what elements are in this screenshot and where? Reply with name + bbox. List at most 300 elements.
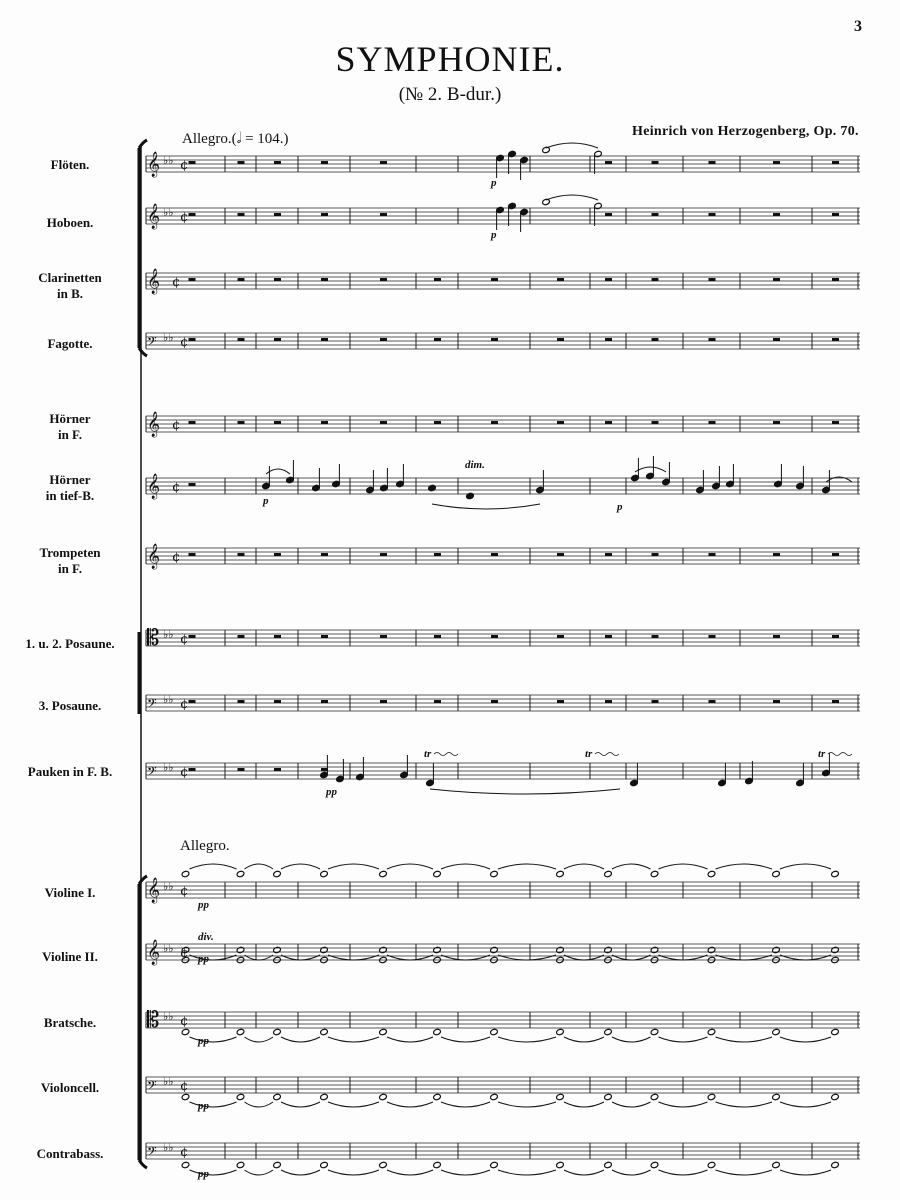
whole-rest: [238, 635, 245, 638]
instrument-label-line2: in tief-B.: [45, 488, 95, 503]
whole-rest: [238, 421, 245, 424]
instrument-label-line1: 1. u. 2. Posaune.: [25, 636, 115, 651]
key-signature-flats: ♭♭: [163, 1075, 174, 1088]
time-signature-cut: ¢: [180, 335, 189, 350]
whole-rest: [189, 421, 196, 424]
instrument-label-line1: Fagotte.: [47, 336, 93, 351]
note-head: [320, 946, 329, 953]
note-head: [433, 1028, 442, 1035]
whole-rest: [238, 700, 245, 703]
whole-rest: [274, 768, 281, 771]
tie: [441, 864, 490, 869]
tie: [498, 1170, 556, 1175]
tie: [387, 864, 433, 869]
note-head: [772, 1093, 781, 1100]
whole-rest: [274, 213, 281, 216]
note-head: [604, 1093, 613, 1100]
woodwind-bracket: [139, 140, 147, 356]
alto-clef-icon: 𝄡: [147, 626, 160, 651]
treble-clef-icon: 𝄞: [147, 878, 161, 903]
tie: [564, 864, 604, 869]
whole-rest: [652, 421, 659, 424]
tie: [441, 1170, 490, 1175]
dynamic-pianissimo: pp: [198, 1100, 209, 1112]
instrument-label-line1: Trompeten: [39, 545, 101, 560]
whole-rest: [274, 553, 281, 556]
whole-rest: [189, 338, 196, 341]
whole-rest: [773, 635, 780, 638]
note-head: [707, 1161, 716, 1168]
whole-rest: [274, 278, 281, 281]
whole-rest: [832, 213, 839, 216]
tie: [281, 1170, 320, 1175]
note-head: [273, 870, 282, 877]
key-signature-flats: ♭♭: [163, 1010, 174, 1023]
whole-rest: [773, 278, 780, 281]
whole-rest: [605, 635, 612, 638]
note-head: [831, 1028, 840, 1035]
tie: [564, 1170, 604, 1175]
note-head: [556, 1093, 565, 1100]
note-head: [433, 946, 442, 953]
note-head: [707, 870, 716, 877]
whole-rest: [773, 161, 780, 164]
whole-rest: [491, 700, 498, 703]
whole-rest: [652, 338, 659, 341]
treble-clef-icon: 𝄞: [147, 204, 161, 229]
tie: [441, 1037, 490, 1042]
dynamic-diminuendo: dim.: [465, 459, 485, 471]
note-head: [772, 1161, 781, 1168]
note-head: [490, 870, 499, 877]
whole-rest: [380, 338, 387, 341]
whole-rest: [238, 768, 245, 771]
key-signature-flats: ♭♭: [163, 693, 174, 706]
instrument-label-line1: Violoncell.: [40, 1080, 100, 1095]
time-signature-cut: ¢: [172, 480, 181, 495]
whole-rest: [773, 700, 780, 703]
key-signature-flats: ♭♭: [163, 206, 174, 219]
note-head: [556, 870, 565, 877]
dynamic-pianissimo: pp: [198, 953, 209, 965]
trill-mark: tr: [818, 748, 826, 760]
tie: [281, 1102, 320, 1107]
bass-clef-icon: 𝄢: [147, 1078, 157, 1096]
note-head: [433, 1161, 442, 1168]
whole-rest: [274, 161, 281, 164]
dynamic-piano: p: [491, 177, 497, 189]
tie: [281, 864, 320, 869]
whole-rest: [605, 700, 612, 703]
whole-rest: [321, 635, 328, 638]
whole-rest: [189, 700, 196, 703]
dynamic-piano: p: [263, 495, 269, 507]
whole-rest: [380, 635, 387, 638]
whole-rest: [832, 421, 839, 424]
instrument-label-line1: Violine II.: [42, 949, 98, 964]
whole-rest: [491, 421, 498, 424]
tie: [716, 1170, 773, 1175]
whole-rest: [189, 553, 196, 556]
instrument-label-line1: Pauken in F. B.: [27, 764, 113, 779]
whole-rest: [274, 635, 281, 638]
note-head: [831, 1161, 840, 1168]
tie: [635, 467, 666, 472]
tie: [190, 864, 237, 869]
instrument-label-line1: Violine I.: [44, 885, 96, 900]
whole-rest: [709, 278, 716, 281]
whole-rest: [773, 421, 780, 424]
whole-rest: [605, 553, 612, 556]
instrument-label-line1: Hörner: [49, 411, 91, 426]
whole-rest: [557, 635, 564, 638]
note-head: [772, 870, 781, 877]
whole-rest: [832, 700, 839, 703]
key-signature-flats: ♭♭: [163, 880, 174, 893]
whole-rest: [189, 768, 196, 771]
key-signature-flats: ♭♭: [163, 1141, 174, 1154]
treble-clef-icon: 𝄞: [147, 940, 161, 965]
note-head: [707, 1028, 716, 1035]
note-head: [707, 946, 716, 953]
trill-wavy-line: [434, 753, 458, 756]
tie: [245, 1102, 274, 1107]
dynamic-piano: p: [491, 229, 497, 241]
key-signature-flats: ♭♭: [163, 154, 174, 167]
tie: [546, 143, 598, 148]
whole-rest: [380, 700, 387, 703]
instrument-label-line1: Contrabass.: [36, 1146, 104, 1161]
whole-rest: [709, 338, 716, 341]
whole-rest: [274, 338, 281, 341]
tie: [387, 1037, 433, 1042]
note-head: [650, 1093, 659, 1100]
tie: [546, 195, 598, 200]
whole-rest: [605, 161, 612, 164]
note-head: [181, 1028, 190, 1035]
whole-rest: [491, 338, 498, 341]
whole-rest: [709, 421, 716, 424]
tie: [659, 1037, 708, 1042]
note-head: [273, 946, 282, 953]
instrument-label-line1: Flöten.: [50, 157, 90, 172]
whole-rest: [709, 213, 716, 216]
whole-rest: [773, 553, 780, 556]
whole-rest: [321, 213, 328, 216]
bass-clef-icon: 𝄢: [147, 696, 157, 714]
tie: [612, 1037, 651, 1042]
tie: [328, 1170, 379, 1175]
tie: [328, 1037, 379, 1042]
whole-rest: [189, 161, 196, 164]
tie: [245, 1170, 274, 1175]
dynamic-piano: p: [617, 501, 623, 513]
page-subtitle: (№ 2. B-dur.): [398, 84, 502, 105]
tie: [498, 1037, 556, 1042]
whole-rest: [434, 635, 441, 638]
page-number: 3: [854, 18, 862, 35]
instrument-label-line1: Bratsche.: [43, 1015, 97, 1030]
whole-rest: [321, 161, 328, 164]
tie: [659, 1170, 708, 1175]
tempo-marking-winds: Allegro.(𝅗𝅥 = 104.): [182, 131, 289, 147]
whole-rest: [434, 700, 441, 703]
note-head: [320, 1093, 329, 1100]
note-head: [772, 1028, 781, 1035]
tie: [190, 1037, 237, 1042]
whole-rest: [709, 700, 716, 703]
instrument-label-line1: 3. Posaune.: [38, 698, 102, 713]
time-signature-cut: ¢: [172, 418, 181, 433]
whole-rest: [773, 213, 780, 216]
time-signature-cut: ¢: [180, 632, 189, 647]
note-head: [379, 946, 388, 953]
note-head: [490, 1161, 499, 1168]
whole-rest: [557, 700, 564, 703]
whole-rest: [832, 161, 839, 164]
whole-rest: [652, 278, 659, 281]
bass-clef-icon: 𝄢: [147, 764, 157, 782]
whole-rest: [434, 338, 441, 341]
note-head: [181, 1093, 190, 1100]
note-head: [379, 1161, 388, 1168]
instrument-label-line2: in F.: [57, 561, 83, 576]
tie: [441, 1102, 490, 1107]
whole-rest: [321, 338, 328, 341]
whole-rest: [274, 700, 281, 703]
whole-rest: [557, 278, 564, 281]
whole-rest: [652, 553, 659, 556]
whole-rest: [380, 421, 387, 424]
tie: [498, 864, 556, 869]
note-head: [236, 870, 245, 877]
key-signature-flats: ♭♭: [163, 331, 174, 344]
note-head: [490, 946, 499, 953]
tie: [780, 864, 831, 869]
note-head: [181, 870, 190, 877]
whole-rest: [652, 635, 659, 638]
note-head: [650, 1028, 659, 1035]
tie: [328, 864, 379, 869]
tie: [564, 1102, 604, 1107]
note-head: [556, 1161, 565, 1168]
divisi-marking: div.: [198, 931, 214, 943]
time-signature-cut: ¢: [180, 697, 189, 712]
tie: [190, 1102, 237, 1107]
note-head: [466, 492, 475, 499]
note-head: [379, 870, 388, 877]
note-head: [273, 1028, 282, 1035]
tie: [281, 1037, 320, 1042]
note-head: [320, 1161, 329, 1168]
whole-rest: [238, 213, 245, 216]
whole-rest: [434, 421, 441, 424]
whole-rest: [652, 213, 659, 216]
key-signature-flats: ♭♭: [163, 628, 174, 641]
treble-clef-icon: 𝄞: [147, 544, 161, 569]
tie: [432, 504, 540, 509]
tie: [716, 1037, 773, 1042]
tempo-marking-strings: Allegro.: [180, 838, 230, 854]
tie: [328, 1102, 379, 1107]
note-head: [604, 1028, 613, 1035]
whole-rest: [773, 338, 780, 341]
trill-wavy-line: [828, 753, 852, 756]
tie: [716, 1102, 773, 1107]
time-signature-cut: ¢: [180, 210, 189, 225]
whole-rest: [557, 421, 564, 424]
whole-rest: [605, 213, 612, 216]
time-signature-cut: ¢: [180, 884, 189, 899]
whole-rest: [557, 338, 564, 341]
note-head: [604, 870, 613, 877]
alto-clef-icon: 𝄡: [147, 1008, 160, 1033]
whole-rest: [274, 421, 281, 424]
tie: [780, 1037, 831, 1042]
tie: [430, 789, 620, 794]
instrument-label-line2: in F.: [57, 427, 83, 442]
note-head: [831, 870, 840, 877]
note-head: [320, 1028, 329, 1035]
whole-rest: [380, 553, 387, 556]
tie: [716, 864, 773, 869]
whole-rest: [832, 553, 839, 556]
note-head: [320, 870, 329, 877]
trill-mark: tr: [585, 748, 593, 760]
composer-credit: Heinrich von Herzogenberg, Op. 70.: [632, 124, 859, 139]
whole-rest: [321, 278, 328, 281]
whole-rest: [491, 278, 498, 281]
note-head: [650, 1161, 659, 1168]
whole-rest: [380, 278, 387, 281]
whole-rest: [380, 161, 387, 164]
trill-wavy-line: [595, 753, 619, 756]
whole-rest: [832, 338, 839, 341]
note-head: [604, 1161, 613, 1168]
key-signature-flats: ♭♭: [163, 761, 174, 774]
dynamic-pianissimo: pp: [198, 899, 209, 911]
whole-rest: [709, 635, 716, 638]
note-head: [379, 1028, 388, 1035]
treble-clef-icon: 𝄞: [147, 412, 161, 437]
whole-rest: [189, 213, 196, 216]
whole-rest: [380, 213, 387, 216]
note-head: [181, 1161, 190, 1168]
note-head: [273, 1161, 282, 1168]
whole-rest: [321, 700, 328, 703]
note-head: [379, 1093, 388, 1100]
time-signature-cut: ¢: [180, 1145, 189, 1160]
whole-rest: [189, 278, 196, 281]
whole-rest: [832, 635, 839, 638]
whole-rest: [709, 161, 716, 164]
treble-clef-icon: 𝄞: [147, 152, 161, 177]
time-signature-cut: ¢: [172, 275, 181, 290]
whole-rest: [434, 553, 441, 556]
note-head: [236, 1161, 245, 1168]
whole-rest: [238, 553, 245, 556]
instrument-label-line2: in B.: [56, 286, 83, 301]
whole-rest: [189, 635, 196, 638]
dynamic-pianissimo: pp: [198, 1168, 209, 1180]
bass-clef-icon: 𝄢: [147, 334, 157, 352]
instrument-label-line1: Hoboen.: [46, 215, 94, 230]
whole-rest: [605, 338, 612, 341]
note-head: [604, 946, 613, 953]
note-head: [556, 1028, 565, 1035]
whole-rest: [189, 483, 196, 486]
whole-rest: [491, 553, 498, 556]
whole-rest: [491, 635, 498, 638]
whole-rest: [321, 553, 328, 556]
note-head: [490, 1028, 499, 1035]
treble-clef-icon: 𝄞: [147, 269, 161, 294]
time-signature-cut: ¢: [180, 765, 189, 780]
note-head: [650, 946, 659, 953]
note-head: [236, 1093, 245, 1100]
key-signature-flats: ♭♭: [163, 942, 174, 955]
note-head: [772, 946, 781, 953]
note-head: [433, 870, 442, 877]
note-head: [556, 946, 565, 953]
whole-rest: [652, 700, 659, 703]
bass-clef-icon: 𝄢: [147, 1144, 157, 1162]
time-signature-cut: ¢: [180, 1014, 189, 1029]
whole-rest: [238, 161, 245, 164]
note-head: [236, 1028, 245, 1035]
treble-clef-icon: 𝄞: [147, 474, 161, 499]
dynamic-pianissimo: pp: [326, 786, 337, 798]
tie: [612, 1170, 651, 1175]
tie: [659, 1102, 708, 1107]
whole-rest: [557, 553, 564, 556]
time-signature-cut: ¢: [180, 1079, 189, 1094]
note-head: [490, 1093, 499, 1100]
tie: [612, 864, 651, 869]
page-title: SYMPHONIE.: [335, 39, 565, 79]
trill-mark: tr: [424, 748, 432, 760]
time-signature-cut: ¢: [172, 550, 181, 565]
instrument-label-line1: Hörner: [49, 472, 91, 487]
whole-rest: [652, 161, 659, 164]
dynamic-pianissimo: pp: [198, 1035, 209, 1047]
tie: [564, 1037, 604, 1042]
whole-rest: [321, 421, 328, 424]
whole-rest: [238, 278, 245, 281]
instrument-label-line1: Clarinetten: [38, 270, 102, 285]
note-head: [433, 1093, 442, 1100]
tie: [190, 1170, 237, 1175]
note-head: [428, 484, 437, 491]
whole-rest: [709, 553, 716, 556]
note-head: [273, 1093, 282, 1100]
whole-rest: [605, 421, 612, 424]
note-head: [831, 1093, 840, 1100]
tie: [498, 1102, 556, 1107]
whole-rest: [605, 278, 612, 281]
time-signature-cut: ¢: [180, 158, 189, 173]
tie: [659, 864, 708, 869]
tie: [387, 1102, 433, 1107]
time-signature-cut: ¢: [180, 946, 189, 961]
tie: [387, 1170, 433, 1175]
whole-rest: [434, 278, 441, 281]
note-head: [707, 1093, 716, 1100]
tie: [245, 1037, 274, 1042]
tie: [780, 1102, 831, 1107]
whole-rest: [238, 338, 245, 341]
note-head: [236, 946, 245, 953]
